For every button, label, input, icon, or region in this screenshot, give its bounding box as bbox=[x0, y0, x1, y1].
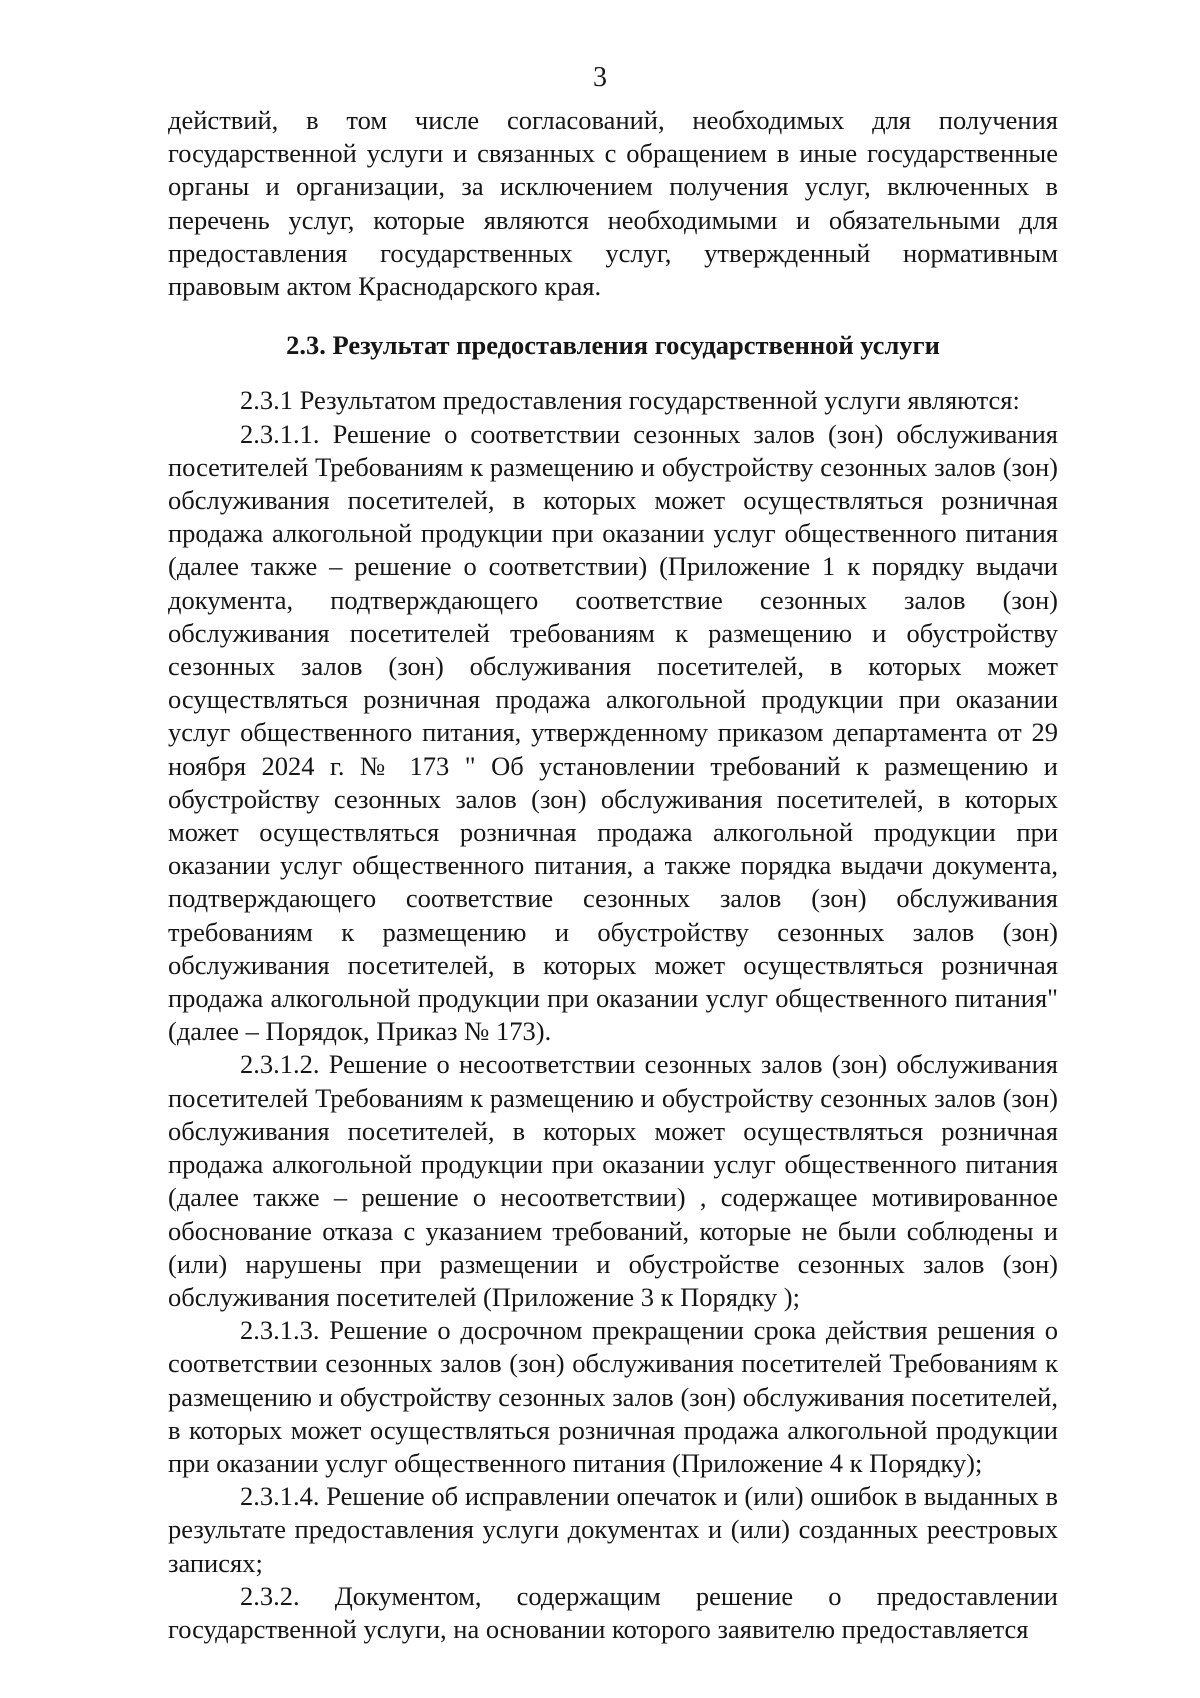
paragraph-2-3-1: 2.3.1 Результатом предоставления государственной услуги являются: bbox=[240, 385, 1020, 416]
page-number: 3 bbox=[593, 62, 607, 93]
paragraph-2-3-1-2: 2.3.1.2. Решение о несоответствии сезонных залов (зон) обслуживания посетителей Требованиям к размещению и обустройству сезонных залов (зон) обслуживания посетителей, в которых может осуществляться розничная продажа алкогольной продукции при оказании услуг общественного питания (далее также – решение о несоответствии) , содержащее мотивированное обоснование отказа с указанием требований, которые не были соблюдены и (или) нарушены при размещении и обустройстве сезонных залов (зон) обслуживания посетителей (Приложение 3 к Порядку ); bbox=[168, 1049, 1058, 1312]
paragraph-2-3-1-1: 2.3.1.1. Решение о соответствии сезонных залов (зон) обслуживания посетителей Требованиям к размещению и обустройству сезонных залов (зон) обслуживания посетителей, в которых может осуществляться розничная продажа алкогольной продукции при оказании услуг общественного питания (далее также – решение о соответствии) (Приложение 1 к порядку выдачи документа, подтверждающего соответствие сезонных залов (зон) обслуживания посетителей требованиям к размещению и обустройству сезонных залов (зон) обслуживания посетителей, в которых может осуществляться розничная продажа алкогольной продукции при оказании услуг общественного питания, утвержденному приказом департамента от 29 ноября 2024 г. № 173 " Об установлении требований к размещению и обустройству сезонных залов (зон) обслуживания посетителей, в которых может осуществляться розничная продажа алкогольной продукции при оказании услуг общественного питания, а также порядка выдачи документа, подтверждающего соответствие сезонных залов (зон) обслуживания требованиям к размещению и обустройству сезонных залов (зон) обслуживания посетителей, в которых может осуществляться розничная продажа алкогольной продукции при оказании услуг общественного питания" (далее – Порядок, Приказ № 173). bbox=[168, 418, 1058, 1047]
paragraph-continuation: действий, в том числе согласований, необходимых для получения государственной услуги и связанных с обращением в иные государственные органы и организации, за исключением получения услуг, включенных в перечень услуг, которые являются необходимыми и обязательными для предоставления государственных услуг, утвержденный нормативным правовым актом Краснодарского края. bbox=[168, 105, 1058, 302]
paragraph-2-3-1-4: 2.3.1.4. Решение об исправлении опечаток и (или) ошибок в выданных в результате предоставления услуги документах и (или) созданных реестровых записях; bbox=[168, 1481, 1058, 1578]
paragraph-2-3-1-3: 2.3.1.3. Решение о досрочном прекращении срока действия решения о соответствии сезонных залов (зон) обслуживания посетителей Требованиям к размещению и обустройству сезонных залов (зон) обслуживания посетителей, в которых может осуществляться розничная продажа алкогольной продукции при оказании услуг общественного питания (Приложение 4 к Порядку); bbox=[168, 1315, 1058, 1478]
document-body bbox=[168, 104, 1058, 1646]
paragraph-2-3-2: 2.3.2. Документом, содержащим решение о предоставлении государственной услуги, на основании которого заявителю предоставляется bbox=[168, 1580, 1058, 1644]
section-heading: 2.3. Результат предоставления государственной услуги bbox=[286, 330, 940, 361]
